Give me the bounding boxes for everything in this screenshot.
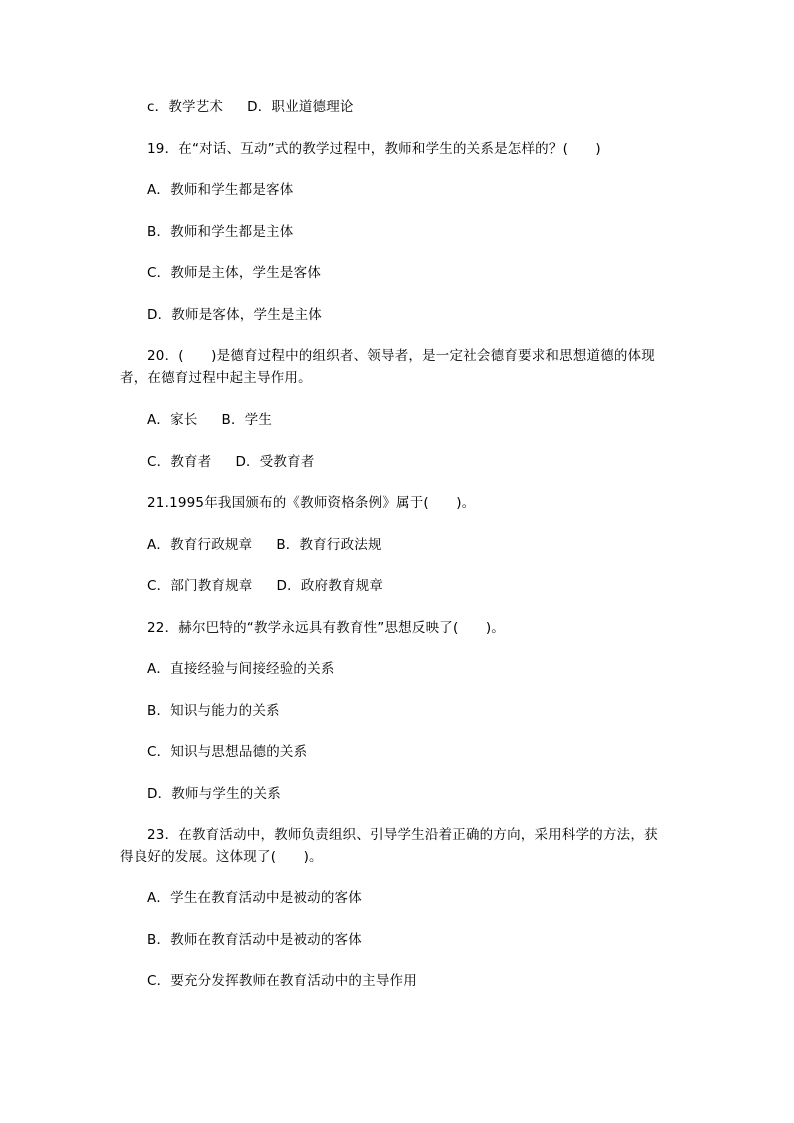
question-21: 21.1995年我国颁布的《教师资格条例》属于( )。 bbox=[147, 495, 476, 511]
option-c: c．教学艺术 bbox=[147, 99, 224, 115]
q19-option-a: A．教师和学生都是客体 bbox=[147, 182, 294, 198]
q21-option-c: C．部门教育规章 bbox=[147, 578, 253, 594]
question-20-line-1: 20．( )是德育过程中的组织者、领导者，是一定社会德育要求和思想道德的体现 bbox=[147, 348, 656, 364]
q22-option-b: B．知识与能力的关系 bbox=[147, 703, 280, 719]
q22-option-a: A．直接经验与间接经验的关系 bbox=[147, 661, 335, 677]
option-d: D．职业道德理论 bbox=[247, 99, 354, 115]
q19-option-b: B．教师和学生都是主体 bbox=[147, 224, 294, 240]
q21-options-cd bbox=[147, 577, 383, 595]
q21-option-a: A．教育行政规章 bbox=[147, 537, 253, 553]
question-23-line-1: 23．在教育活动中，教师负责组织、引导学生沿着正确的方向，采用科学的方法，获 bbox=[147, 827, 658, 843]
q23-option-c: C．要充分发挥教师在教育活动中的主导作用 bbox=[147, 973, 417, 989]
q22-option-d: D．教师与学生的关系 bbox=[147, 786, 281, 802]
q20-option-c: C．教育者 bbox=[147, 454, 212, 470]
q19-option-d: D．教师是客体，学生是主体 bbox=[147, 307, 322, 323]
q20-option-b: B．学生 bbox=[221, 412, 273, 428]
question-23-line-2: 得良好的发展。这体现了( )。 bbox=[120, 849, 323, 865]
q21-options-ab bbox=[147, 536, 382, 554]
q23-option-b: B．教师在教育活动中是被动的客体 bbox=[147, 932, 362, 948]
q21-option-d: D．政府教育规章 bbox=[276, 578, 384, 594]
q22-option-c: C．知识与思想品德的关系 bbox=[147, 744, 308, 760]
question-20-line-2: 者，在德育过程中起主导作用。 bbox=[120, 370, 312, 386]
q20-option-d: D．受教育者 bbox=[235, 454, 315, 470]
q20-options-ab bbox=[147, 411, 272, 429]
q20-option-a: A．家长 bbox=[147, 412, 198, 428]
q21-option-b: B．教育行政法规 bbox=[276, 537, 382, 553]
question-19: 19．在“对话、互动”式的教学过程中，教师和学生的关系是怎样的？( ) bbox=[147, 141, 601, 157]
line-option-c-d bbox=[147, 98, 354, 116]
question-22: 22．赫尔巴特的“教学永远具有教育性”思想反映了( )。 bbox=[147, 620, 505, 636]
q23-option-a: A．学生在教育活动中是被动的客体 bbox=[147, 890, 362, 906]
q20-options-cd bbox=[147, 453, 315, 471]
q19-option-c: C．教师是主体，学生是客体 bbox=[147, 265, 322, 281]
